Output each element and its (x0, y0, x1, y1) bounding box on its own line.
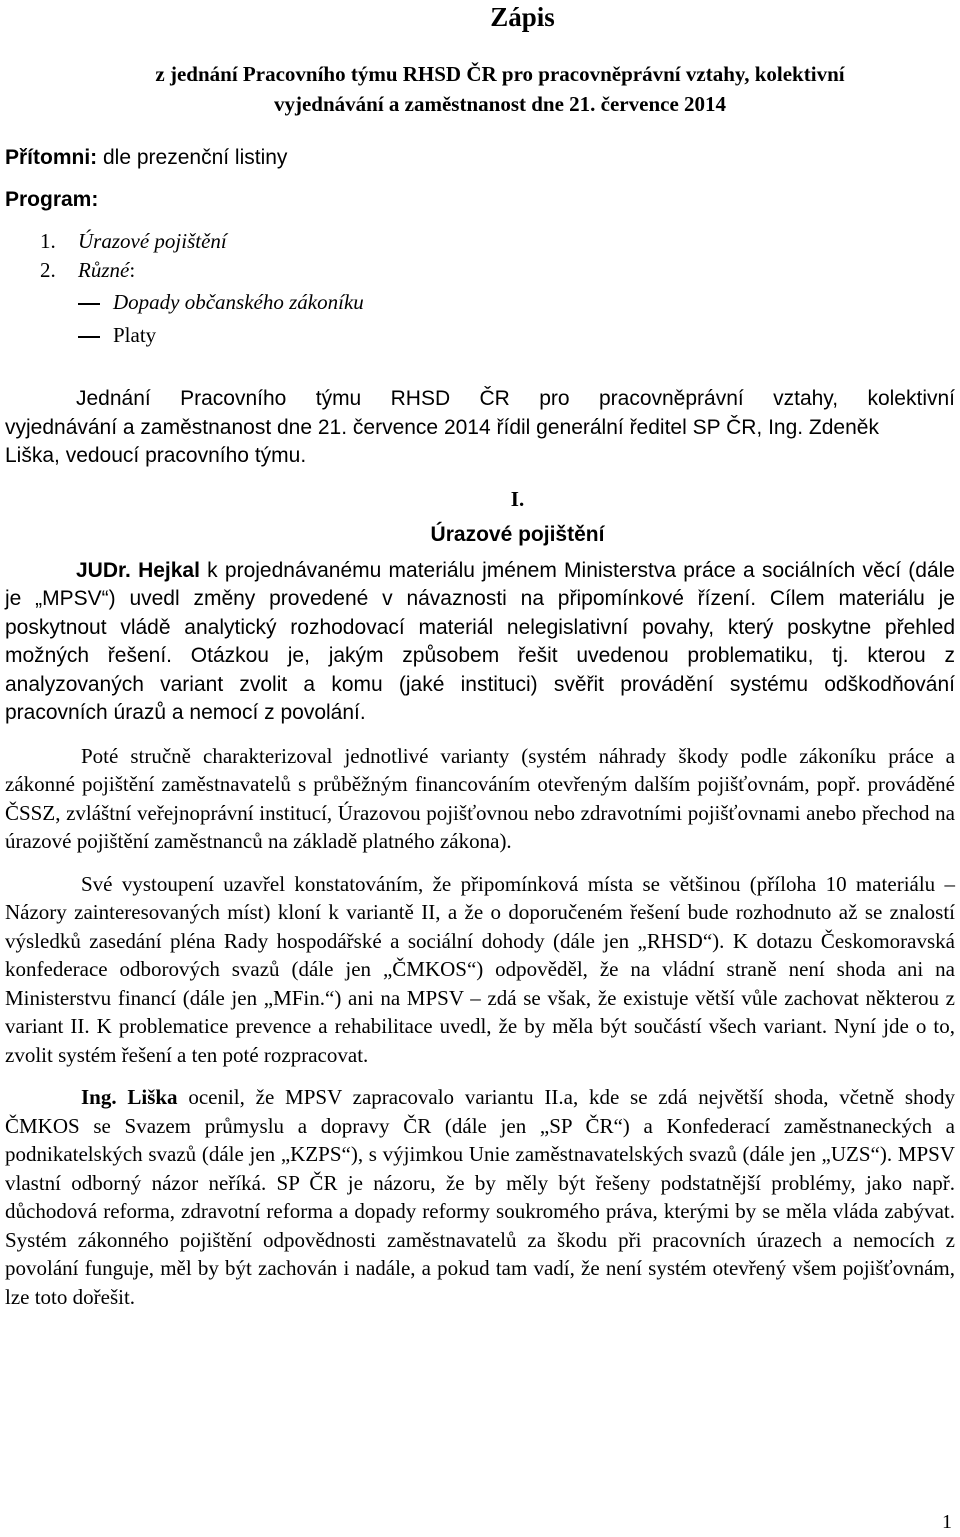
program-subitem-text: Dopady občanského zákoníku (113, 290, 364, 314)
paragraph-text: k projednávanému materiálu jménem Ministerstva práce a sociálních věcí (dále je „MPSV“) uvedl změny provedené v návaznosti na připomínkové řízení. Cílem materiálu je poskytnout vládě analytický rozhodovací materiál nelegislativní povahy, který poskytne přehled možných řešení. Otázkou je, jakým způsobem řešit uvedenou problematiku, tj. kterou z analyzovaných variant zvolit a komu (jaké instituci) svěřit provádění systému odškodňování pracovních úrazů a nemocí z povolání. (5, 558, 955, 724)
program-item (5, 227, 955, 256)
document-page (5, 0, 955, 1311)
dash-bullet-icon (5, 321, 113, 350)
program-subitem (5, 321, 955, 350)
program-item (5, 256, 955, 285)
attendance-label: Přítomni: (5, 146, 98, 169)
paragraph-hejkal (5, 557, 955, 728)
section-title: Úrazové pojištění (430, 523, 605, 546)
program-subitem (5, 288, 955, 317)
paragraph-variants: Poté stručně charakterizoval jednotlivé varianty (systém náhrady škody podle zákoníku práce a zákonné pojištění zaměstnavatelů s průběžným financováním otevřeným dalším pojišťovnám, popř. prováděné ČSSZ, zvláštní veřejnoprávní institucí, Úrazovou pojišťovnou nebo zdravotními pojišťovnami anebo přechod na úrazové pojištění zaměstnanců na základě platného zákona). (5, 743, 955, 853)
page-number: 1 (942, 1511, 952, 1533)
speaker-name: JUDr. Hejkal (76, 558, 200, 582)
section-number: I. (510, 486, 525, 511)
paragraph-conclusion: Své vystoupení uzavřel konstatováním, že připomínková místa se většinou (příloha 10 materiálu – Názory zainteresovaných míst) kloní k variantě II, a že o doporučeném řešení bude rozhodnuto až se znalostí výsledků zasedání pléna Rady hospodářské a sociální dohody (dále jen „RHSD“). K dotazu Českomoravská konfederace odborových svazů (dále jen „ČMKOS“) odpověděl, že na vládní straně není shoda ani na Ministerstvu financí (dále jen „MFin.“) ani na MPSV – zdá se však, že existuje větší vůle zachovat některou z variant II. K problematice prevence a rehabilitace uvedl, že by měla být součástí všech variant. Nyní jde o to, zvolit systém řešení a ten poté rozpracovat. (5, 871, 955, 1067)
document-title: Zápis (490, 2, 555, 32)
subtitle-line-2: vyjednávání a zaměstnanost dne 21. července 2014 (273, 92, 727, 116)
document-subtitle (5, 59, 955, 119)
program-label: Program: (5, 187, 99, 211)
program-item-number: 1. (40, 229, 56, 253)
program-subitem-text: Platy (113, 322, 157, 347)
program-list (5, 227, 955, 349)
intro-line-1: Jednání Pracovního týmu RHSD ČR pro pracovněprávní vztahy, kolektivní (76, 387, 955, 410)
program-item-text: Různé (78, 257, 130, 282)
intro-line-2: vyjednávání a zaměstnanost dne 21. července 2014 řídil generální ředitel SP ČR, Ing. Zdeněk (5, 415, 879, 439)
paragraph-liska (5, 1083, 955, 1311)
attendance-value: dle prezenční listiny (97, 146, 288, 169)
speaker-name: Ing. Liška (81, 1085, 178, 1109)
intro-paragraph (5, 385, 955, 471)
program-item-number: 2. (40, 257, 56, 282)
subtitle-line-1: z jednání Pracovního týmu RHSD ČR pro pracovněprávní vztahy, kolektivní (155, 62, 845, 86)
program-item-text: Úrazové pojištění (78, 229, 227, 253)
attendance (5, 144, 955, 173)
intro-line-3: Liška, vedoucí pracovního týmu. (5, 444, 307, 467)
dash-bullet-icon (5, 288, 113, 317)
program-item-suffix: : (129, 257, 136, 282)
paragraph-text: ocenil, že MPSV zapracovalo variantu II.a, kde se zdá největší shoda, včetně shody ČMKOS se Svazem průmyslu a dopravy ČR (dále jen „SP ČR“) a Konfederací zaměstnaneckých a podnikatelských svazů (dále jen „KZPS“), s výjimkou Unie zaměstnavatelských svazů (dále jen „UZS“). MPSV vlastní odborný názor neříká. SP ČR je názoru, že by měly být řešeny podstatnější problémy, jako např. důchodová reforma, zdravotní reforma a dopady reformy soukromého práva, kterými by se měla vláda zabývat. Systém zákonného pojištění odpovědnosti zaměstnavatelů za škodu při pracovních úrazech a nemocích z povolání funguje, měl by být zachován i nadále, a pokud tam vadí, že není systém otevřený všem pojišťovnám, lze toto dořešit. (5, 1085, 956, 1309)
